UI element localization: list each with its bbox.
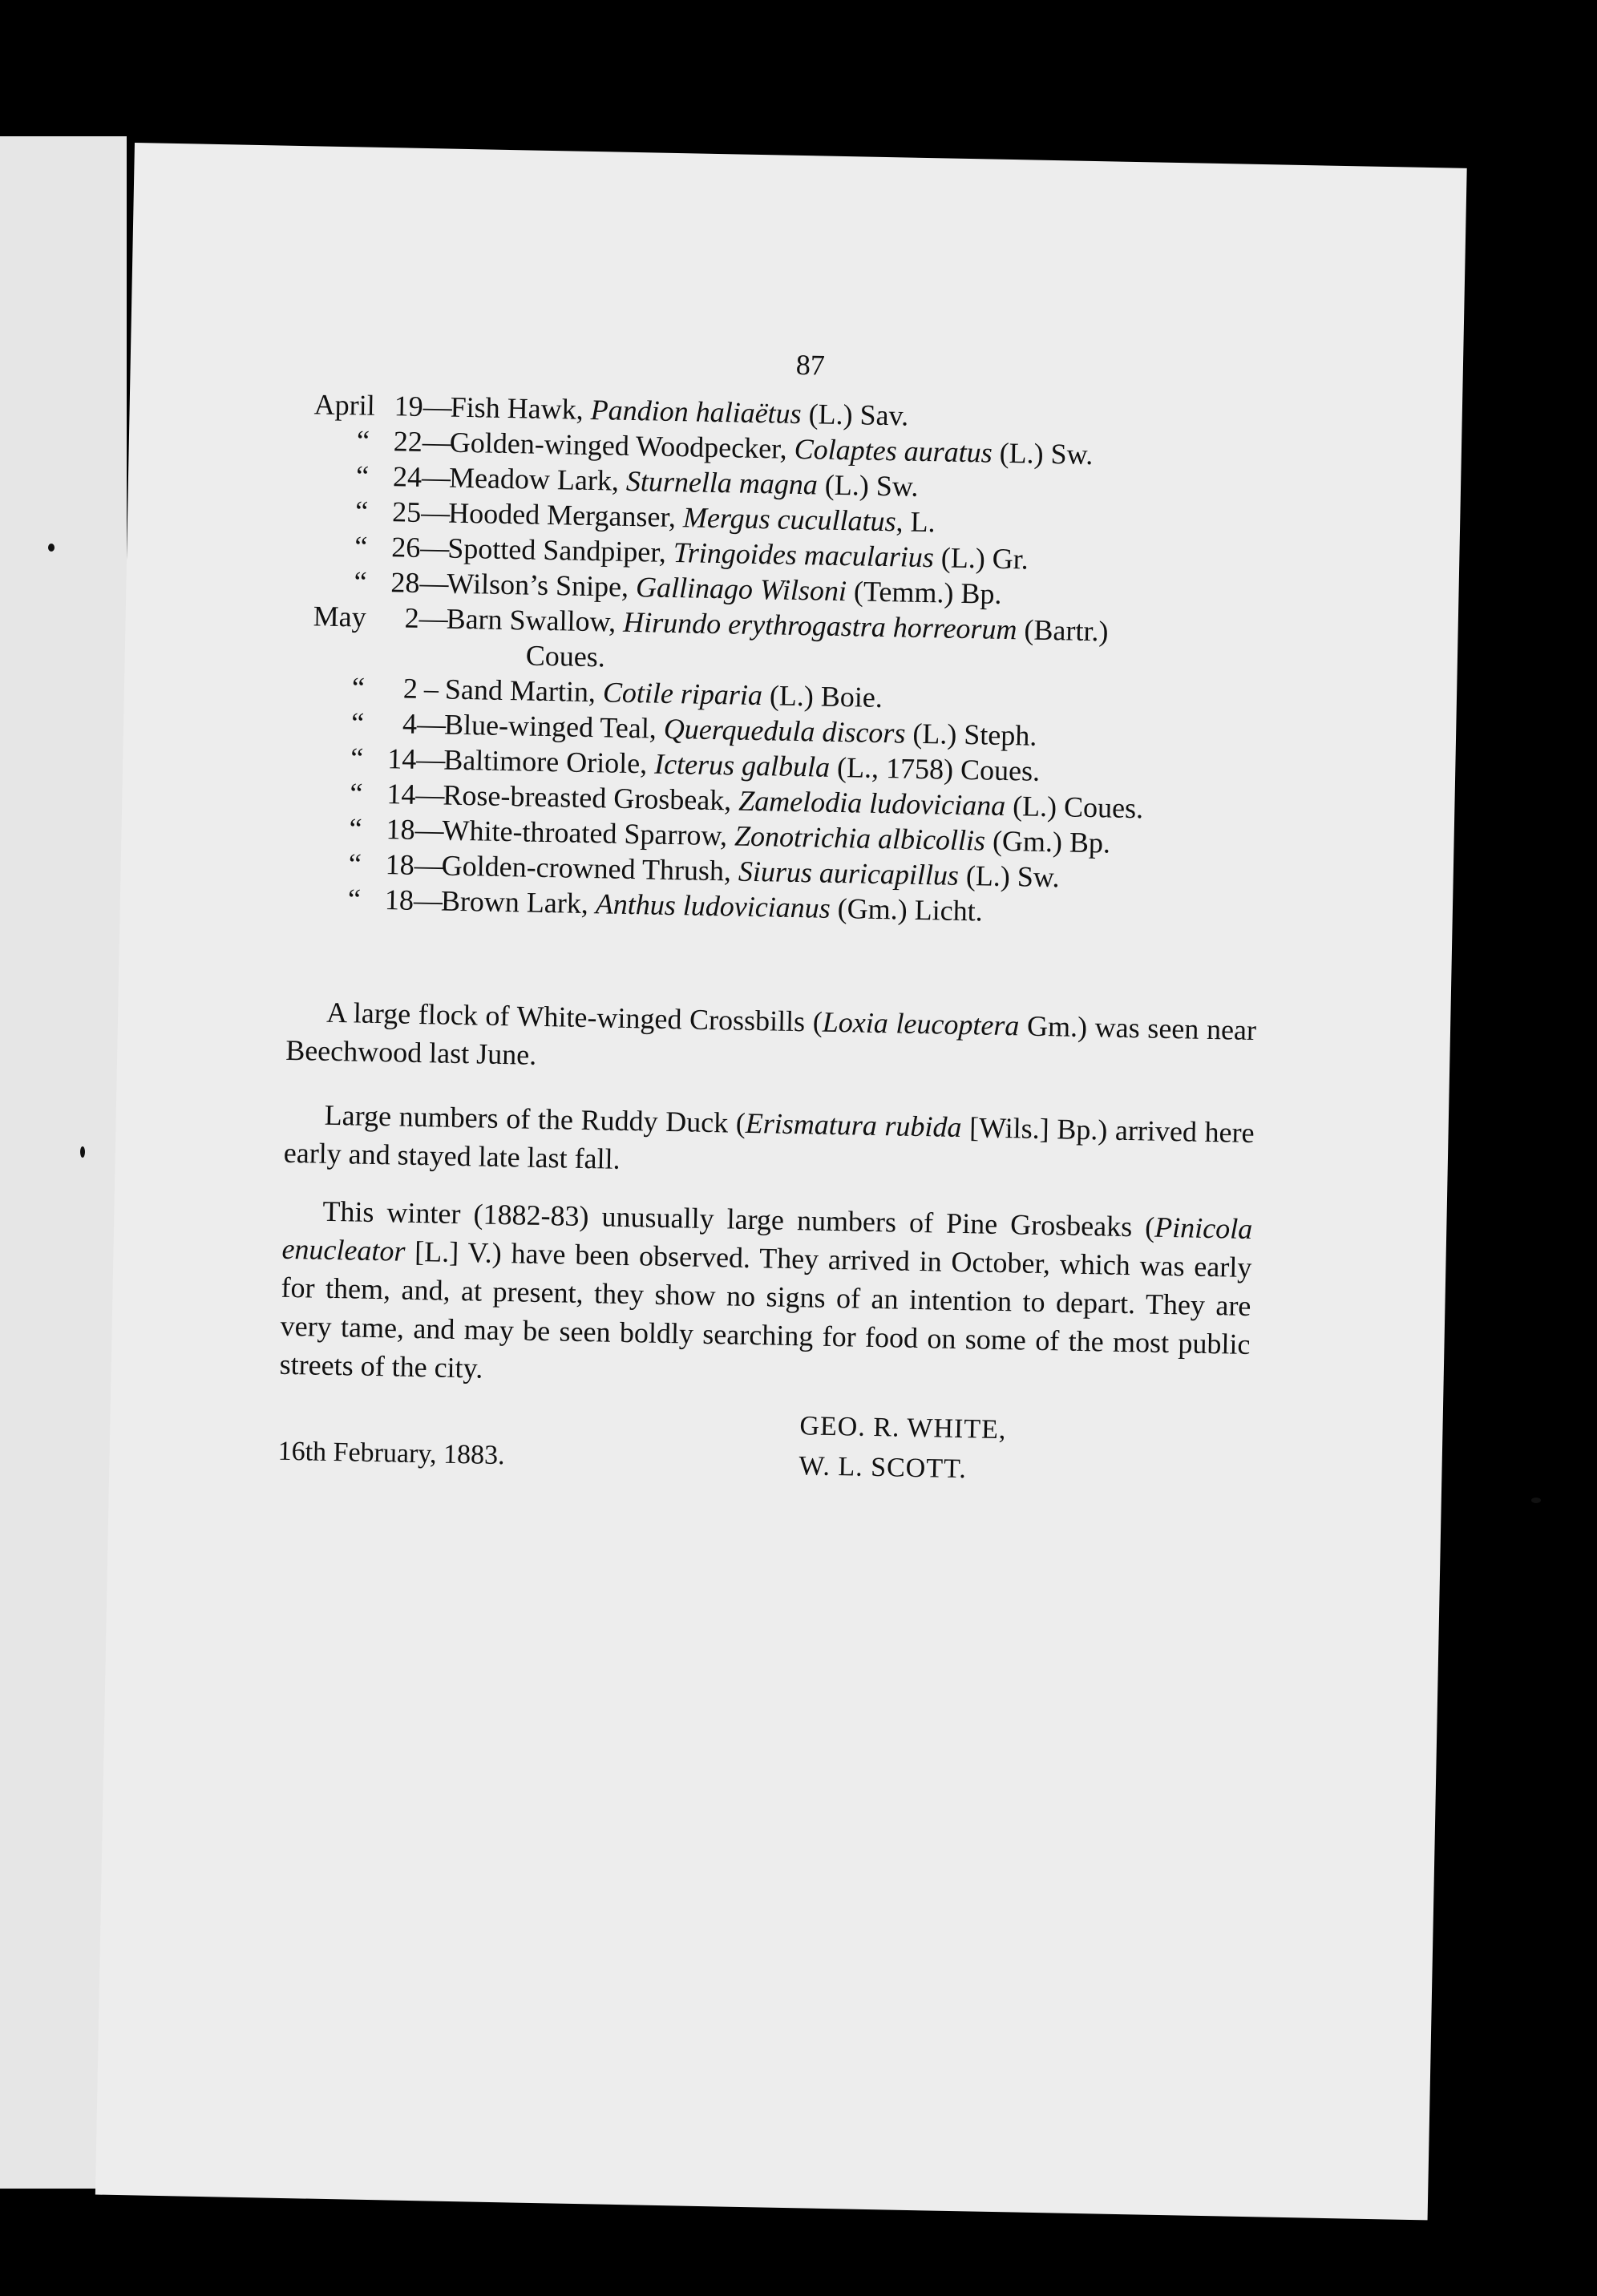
latin-name: Pinicola enucleator xyxy=(281,1211,1253,1267)
entry-dash: — xyxy=(421,460,451,494)
continuation-text: Coues. xyxy=(525,639,606,673)
latin-name: Siurus auricapillus xyxy=(738,855,960,891)
signatures xyxy=(798,1406,1007,1490)
latin-name: Icterus galbula xyxy=(653,747,831,783)
paragraph-ruddy-duck xyxy=(283,1095,1255,1190)
common-name: Baltimore Oriole, xyxy=(443,743,655,780)
latin-name: Zamelodia ludoviciana xyxy=(738,784,1006,823)
entry-day: 2 xyxy=(404,601,420,634)
latin-name: Mergus cucullatus xyxy=(682,501,896,538)
entry-dash: — xyxy=(422,425,452,459)
common-name: Hooded Merganser, xyxy=(447,496,684,534)
entry-day: 14 xyxy=(386,778,416,810)
ink-speck xyxy=(80,1146,85,1158)
entry-day: 18 xyxy=(385,848,415,881)
paragraph-text: [Wils.] Bp.) arrived here early and stayed late last fall. xyxy=(283,1111,1255,1175)
paragraph-text: Gm.) was seen near Beechwood last June. xyxy=(285,1009,1257,1071)
common-name: Sand Martin, xyxy=(444,673,604,709)
latin-name: Tringoides macularius xyxy=(673,536,935,574)
authority: (L.) Sw. xyxy=(817,468,919,503)
authority: (L.) Sav. xyxy=(801,398,909,432)
latin-name: Querquedula discors xyxy=(663,712,906,750)
entry-day: 2 xyxy=(402,672,418,705)
common-name: Golden-crowned Thrush, xyxy=(441,849,739,887)
entry-day: 24 xyxy=(392,460,422,493)
entry-month: “ xyxy=(356,424,370,457)
date-line: 16th February, 1883. xyxy=(277,1436,505,1471)
entry-dash: — xyxy=(419,566,449,600)
page-content xyxy=(95,143,1467,2220)
entry-dash: — xyxy=(420,495,451,529)
paragraph-crossbills xyxy=(285,992,1257,1088)
entry-month: “ xyxy=(355,459,370,492)
entry-day: 14 xyxy=(386,742,417,775)
book-page xyxy=(95,143,1467,2220)
entry-dash: — xyxy=(415,742,446,776)
entry-month: “ xyxy=(354,495,369,528)
entry-dash: — xyxy=(414,813,444,847)
authority: (L.) Boie. xyxy=(762,679,883,714)
entry-day: 25 xyxy=(391,495,422,528)
entry-month: “ xyxy=(350,706,365,739)
entry-month: May xyxy=(313,600,367,633)
common-name: Spotted Sandpiper, xyxy=(447,532,674,568)
latin-name: Gallinago Wilsoni xyxy=(635,571,847,608)
entry-month: “ xyxy=(350,777,363,810)
entry-month: “ xyxy=(347,883,362,916)
entry-dash: — xyxy=(419,531,450,564)
authority: (L.) Gr. xyxy=(933,541,1029,576)
latin-name: Sturnella magna xyxy=(625,464,819,501)
common-name: Brown Lark, xyxy=(440,884,596,920)
bird-arrival-list xyxy=(305,386,1356,936)
entry-dash: — xyxy=(422,390,453,423)
entry-month: “ xyxy=(350,742,364,774)
latin-name: Pandion haliaëtus xyxy=(590,393,803,430)
paragraph-text: Large numbers of the Ruddy Duck ( xyxy=(324,1098,746,1139)
entry-dash: — xyxy=(418,601,449,635)
authority: (L.) Steph. xyxy=(905,717,1037,752)
authority: (Gm.) Licht. xyxy=(830,891,984,928)
entry-month: “ xyxy=(348,847,362,880)
entry-day: 4 xyxy=(402,707,418,740)
authority: (Bartr.) xyxy=(1017,613,1109,648)
entry-day: 22 xyxy=(393,425,423,458)
common-name: Wilson’s Snipe, xyxy=(447,567,637,604)
latin-name: Colaptes auratus xyxy=(794,432,993,469)
paragraph-text: This winter (1882-83) unusually large numbers of Pine Grosbeaks ( xyxy=(322,1194,1155,1243)
entry-day: 18 xyxy=(384,883,414,916)
entry-month: “ xyxy=(349,812,363,845)
signature-white: GEO. R. WHITE, xyxy=(799,1411,1007,1445)
common-name: White-throated Sparrow, xyxy=(442,814,735,852)
paragraph-text: A large flock of White-winged Crossbills ( xyxy=(325,996,823,1038)
entry-dash: — xyxy=(416,707,447,741)
latin-name: Loxia leucoptera xyxy=(822,1005,1020,1042)
authority: (Temm.) Bp. xyxy=(846,575,1002,610)
ink-speck xyxy=(1531,1498,1541,1503)
common-name: Fish Hawk, xyxy=(450,390,592,426)
latin-name: Anthus ludovicianus xyxy=(595,887,831,924)
common-name: Rose-breasted Grosbeak, xyxy=(443,778,739,817)
entry-month: April xyxy=(313,388,376,422)
latin-name: Zonotrichia albicollis xyxy=(734,819,986,857)
common-name: Golden-winged Woodpecker, xyxy=(449,426,795,465)
authority: (L., 1758) Coues. xyxy=(829,750,1041,787)
entry-dash: — xyxy=(414,848,444,882)
entry-month: “ xyxy=(354,565,367,598)
paragraph-text: [L.] V.) have been observed. They arrived in October, which was early for them, and, at present, they show no signs of an intention to depart. They are very tame, and may be seen boldly searching for food on some of the most public streets of the city. xyxy=(279,1235,1252,1384)
entry-month: “ xyxy=(351,671,366,704)
latin-name: Hirundo erythrogastra horreorum xyxy=(622,605,1017,646)
authority: (L.) Sw. xyxy=(992,436,1094,471)
authority: (L.) Coues. xyxy=(1005,790,1144,825)
entry-dash: — xyxy=(413,883,443,917)
entry-month: “ xyxy=(354,530,368,563)
page-number: 87 xyxy=(795,348,826,382)
entry-day: 19 xyxy=(394,390,424,422)
entry-dash: — xyxy=(415,778,445,811)
common-name: Blue-winged Teal, xyxy=(443,708,665,745)
authority: (L.) Sw. xyxy=(958,859,1060,894)
paragraph-pine-grosbeaks xyxy=(279,1191,1252,1402)
ink-speck xyxy=(48,544,55,552)
entry-day: 28 xyxy=(390,566,420,599)
authority: , L. xyxy=(896,505,936,539)
common-name: Meadow Lark, xyxy=(448,461,627,497)
entry-day: 18 xyxy=(386,813,415,846)
latin-name: Cotile riparia xyxy=(602,676,763,712)
entry-day: 26 xyxy=(390,531,421,564)
authority: (Gm.) Bp. xyxy=(984,824,1111,859)
signature-scott: W. L. SCOTT. xyxy=(798,1451,968,1485)
latin-name: Erismatura rubida xyxy=(745,1106,962,1144)
common-name: Barn Swallow, xyxy=(446,602,624,638)
entry-dash: – xyxy=(423,673,439,705)
